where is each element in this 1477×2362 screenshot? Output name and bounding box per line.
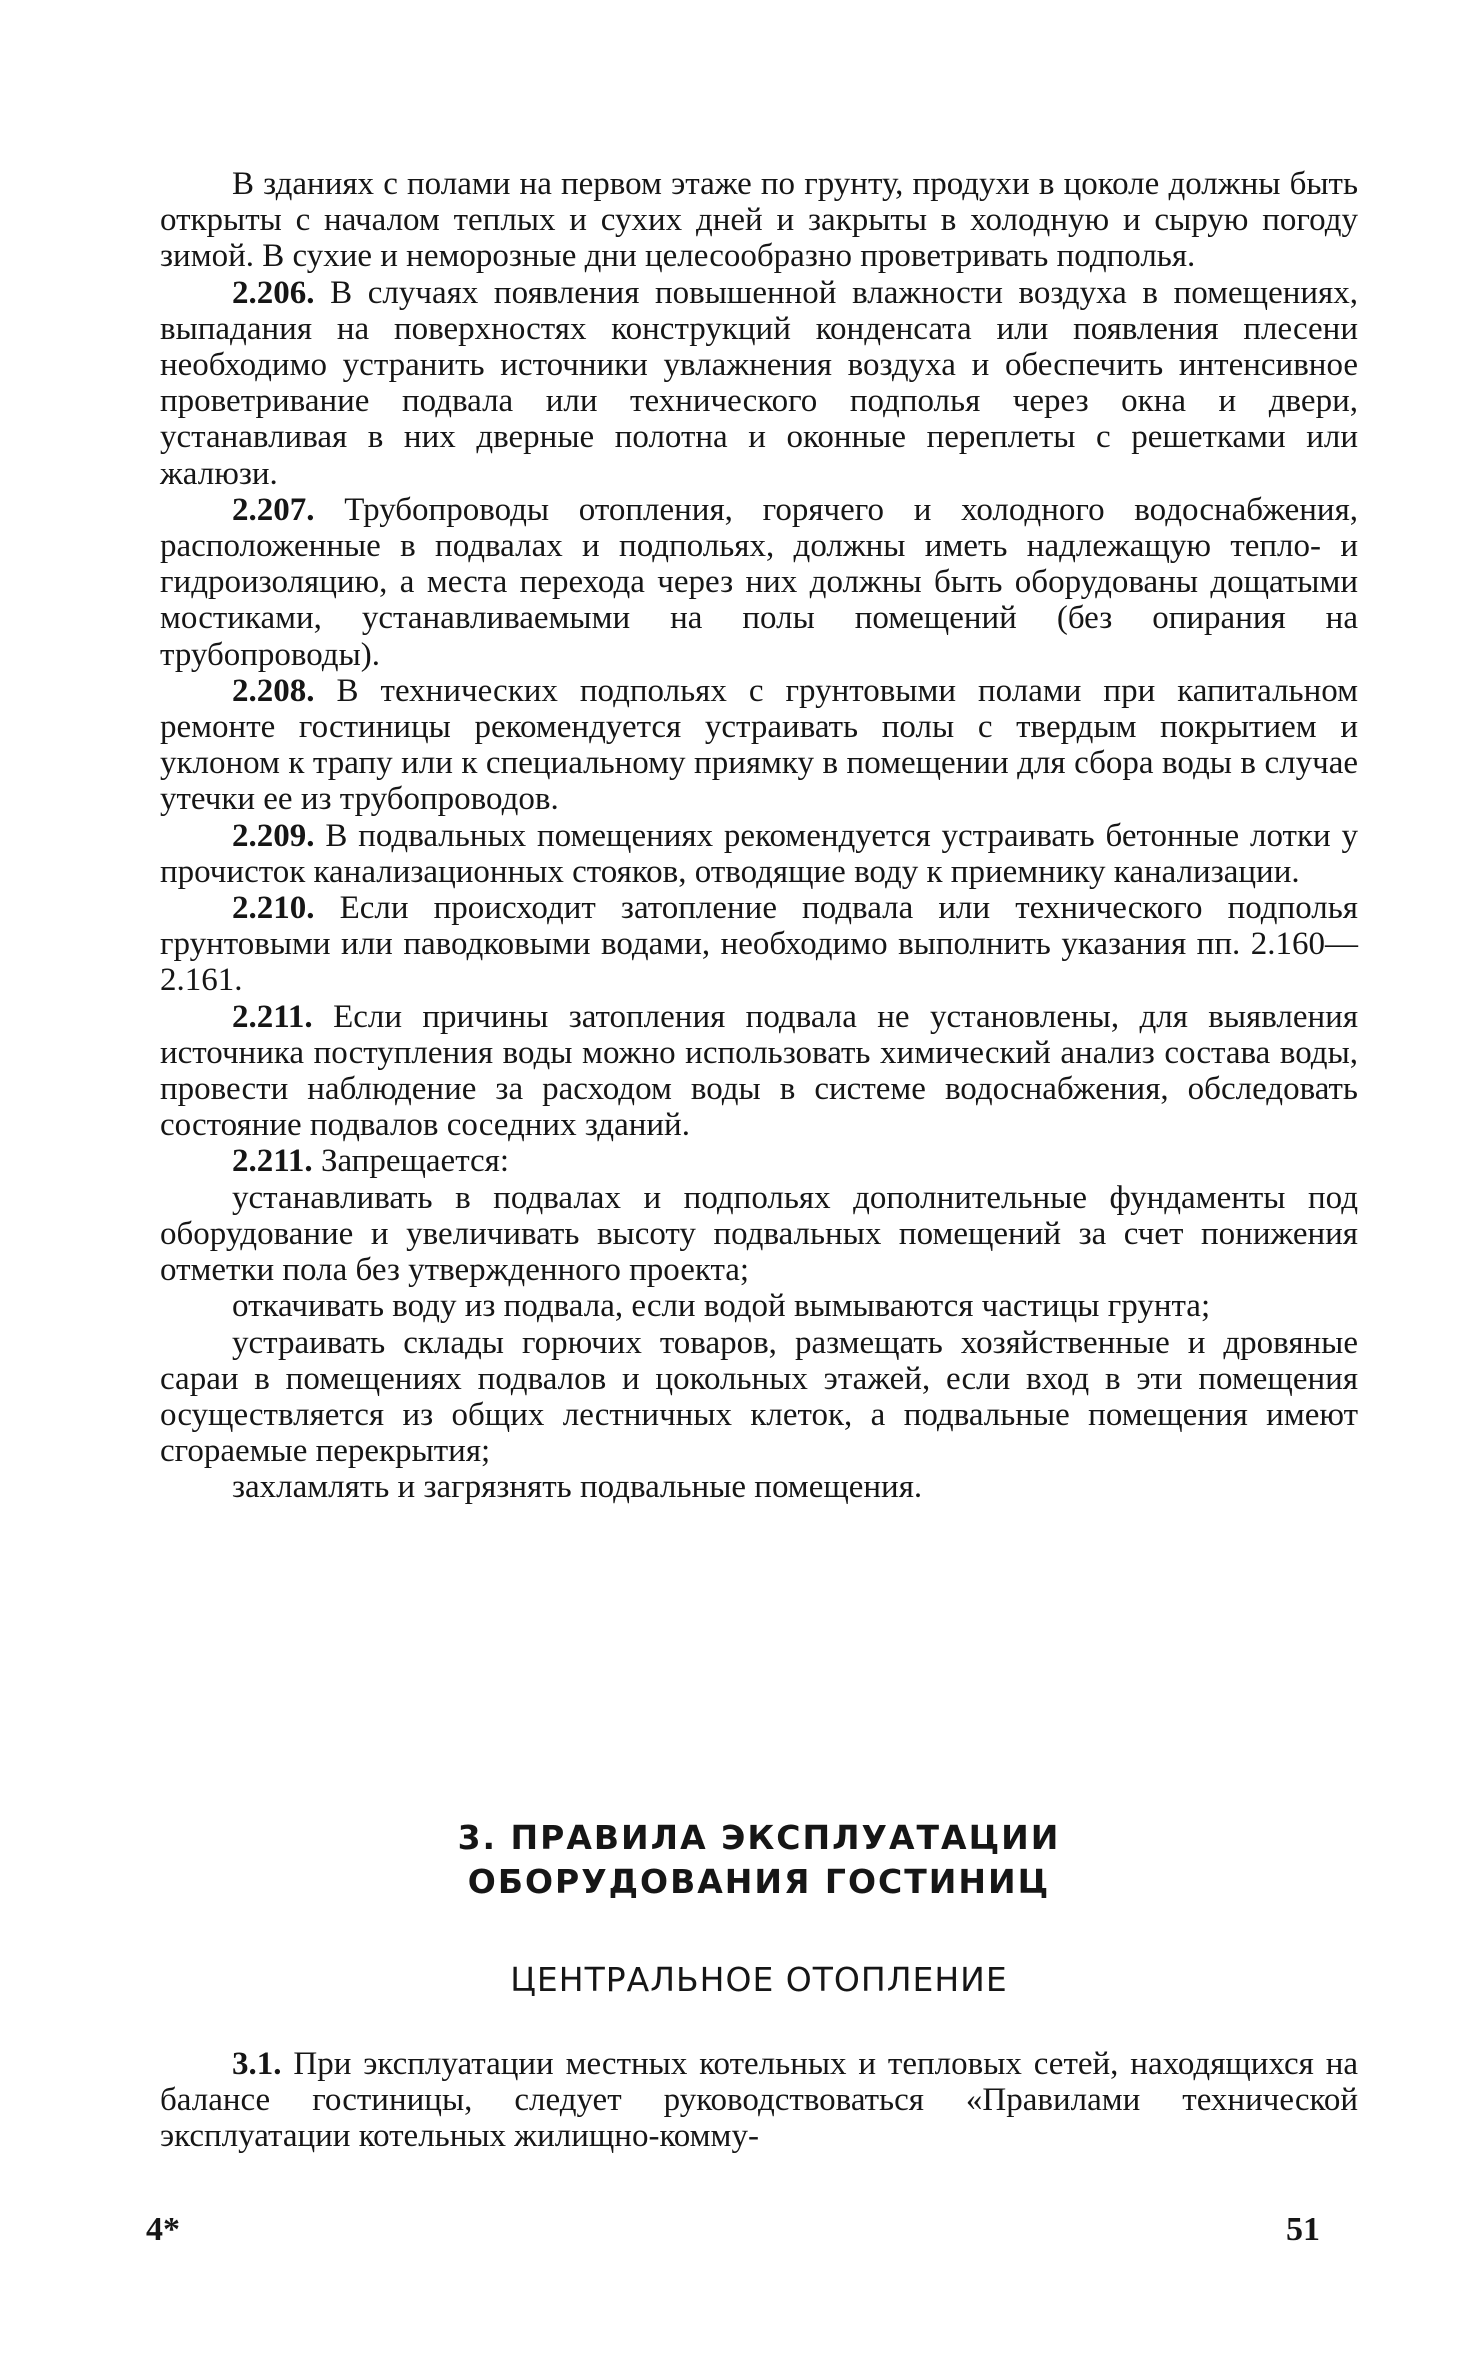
paragraph-text: Если причины затопления подвала не установлены, для выявления источника поступления воды можно использовать химический анализ состава воды, провести наблюдение за расходом воды в системе водоснабжения, обследовать состояние подвалов соседних зданий. [160,998,1358,1144]
paragraph-text: откачивать воду из подвала, если водой вымываются частицы грунта; [232,1288,1211,1325]
paragraph-text: В зданиях с полами на первом этаже по грунту, продухи в цоколе должны быть открыты с началом теплых и сухих дней и закрыты в холодную и сырую погоду зимой. В сухие и неморозные дни целесообразно проветривать подполья. [160,166,1358,275]
paragraph-number: 2.208. [232,672,315,709]
paragraph-number: 2.207. [232,491,315,528]
list-item-pumping [160,1288,1358,1324]
paragraph-text: Запрещается: [320,1143,510,1180]
paragraph-text: захламлять и загрязнять подвальные помещения. [232,1469,923,1506]
paragraph-text: При эксплуатации местных котельных и тепловых сетей, находящихся на балансе гостиницы, следует руководствоваться «Правилами технической эксплуатации котельных жилищно-комму- [160,2046,1358,2155]
paragraph-2-208 [160,673,1358,818]
paragraph-2-211-a [160,999,1358,1144]
paragraph-2-209 [160,818,1358,890]
paragraph-number: 2.211. [232,1143,313,1180]
paragraph-intro [160,166,1358,275]
section-heading [160,1816,1358,1904]
paragraph-number: 2.211. [232,998,313,1035]
page-number: 51 [1286,2211,1320,2248]
body-text-top [160,166,1358,1506]
paragraph-text: В технических подпольях с грунтовыми полами при капитальном ремонте гостиницы рекомендуется устраивать полы с твердым покрытием и уклоном к трапу или к специальному приямку в помещении для сбора воды в случае утечки ее из трубопроводов. [160,672,1358,818]
paragraph-number: 2.210. [232,890,315,927]
paragraph-text: В случаях появления повышенной влажности воздуха в помещениях, выпадания на поверхностях конструкций конденсата или появления плесени необходимо устранить источники увлажнения воздуха и обеспечить интенсивное проветривание подвала или технического подполья через окна и двери, устанавливая в них дверные полотна и оконные переплеты с решетками или жалюзи. [160,274,1358,492]
paragraph-2-211-b [160,1143,1358,1179]
paragraph-text: устанавливать в подвалах и подпольях дополнительные фундаменты под оборудование и увеличивать высоту подвальных помещений за счет понижения отметки пола без утвержденного проекта; [160,1179,1358,1289]
section-title-line-2: ОБОРУДОВАНИЯ ГОСТИНИЦ [467,1862,1051,1901]
paragraph-number: 2.206. [232,274,315,311]
paragraph-text: Трубопроводы отопления, горячего и холодного водоснабжения, расположенные в подвалах и подпольях, должны иметь надлежащую тепло- и гидроизоляцию, а места перехода через них должны быть оборудованы дощатыми мостиками, устанавливаемыми на полы помещений (без опирания на трубопроводы). [160,491,1359,673]
paragraph-text: В подвальных помещениях рекомендуется устраивать бетонные лотки у прочисток канализационных стояков, отводящие воду к приемнику канализации. [160,817,1358,890]
section-title-line-1: 3. ПРАВИЛА ЭКСПЛУАТАЦИИ [457,1818,1061,1857]
list-item-storage [160,1325,1358,1470]
paragraph-text: Если происходит затопление подвала или технического подполья грунтовыми или паводковыми водами, необходимо выполнить указания пп. 2.160—2.161. [160,890,1358,999]
list-item-foundations [160,1180,1358,1289]
body-text-bottom [160,2046,1358,2155]
paragraph-2-210 [160,890,1358,999]
paragraph-text: устраивать склады горючих товаров, размещать хозяйственные и дровяные сараи в помещениях подвалов и цокольных этажей, если вход в эти помещения осуществляется из общих лестничных клеток, а подвальные помещения имеют сгораемые перекрытия; [160,1324,1358,1470]
paragraph-number: 3.1. [232,2046,282,2082]
list-item-clutter [160,1469,1358,1505]
paragraph-2-206 [160,275,1358,492]
paragraph-3-1 [160,2046,1358,2155]
paragraph-number: 2.209. [232,817,315,854]
paragraph-2-207 [160,492,1358,673]
subsection-title: ЦЕНТРАЛЬНОЕ ОТОПЛЕНИЕ [510,1960,1008,1999]
signature-mark: 4* [146,2211,180,2248]
